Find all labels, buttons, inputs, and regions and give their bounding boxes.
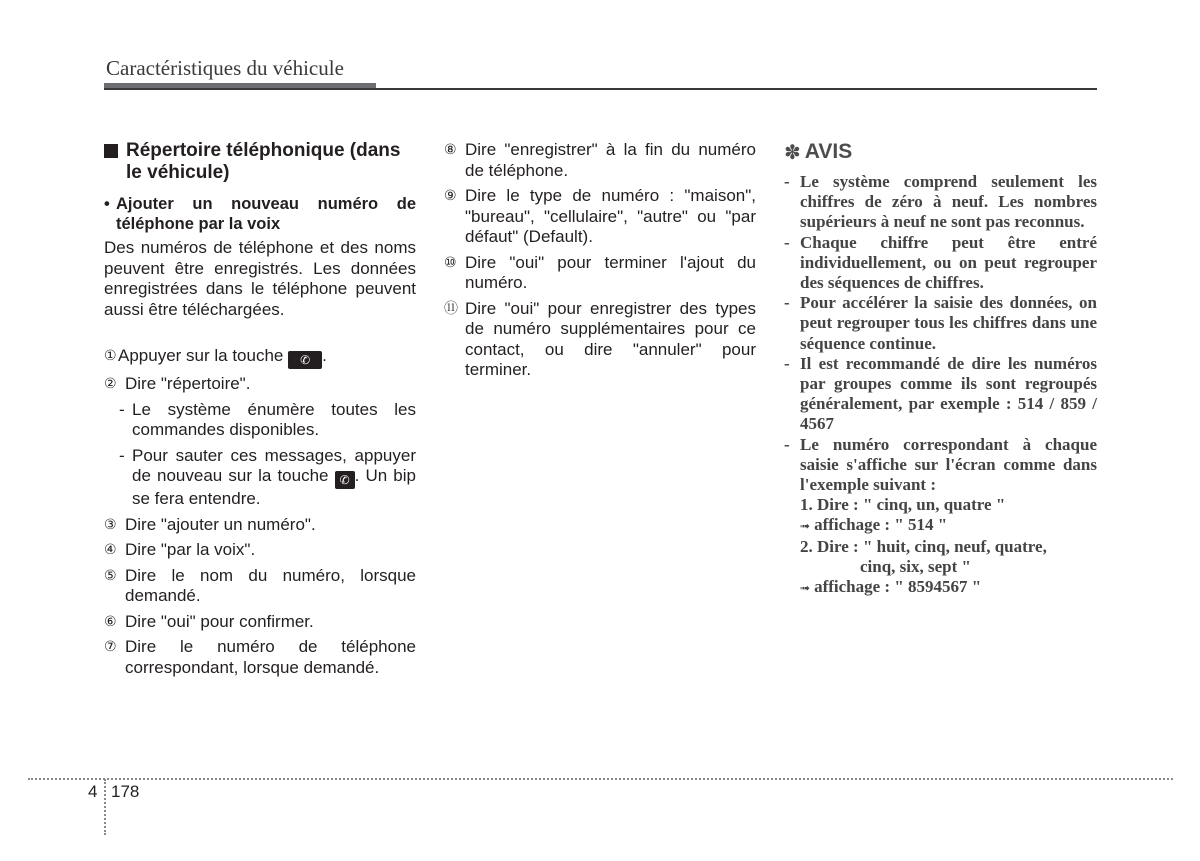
subsection-title xyxy=(104,194,416,234)
step-number: ⑪ xyxy=(444,300,458,317)
step-text: Dire "répertoire". xyxy=(125,374,251,393)
avis-item-text: Le système comprend seulement les chiffres de zéro à neuf. Les nombres supérieurs à neuf ne sont pas reconnus. xyxy=(800,172,1097,232)
avis-item-text: Chaque chiffre peut être entré individuellement, ou on peut regrouper des séquences de chiffres. xyxy=(800,232,1097,293)
square-bullet-icon xyxy=(104,144,118,158)
section-title xyxy=(104,140,416,184)
phone-voice-key-icon: ✆ xyxy=(288,351,322,369)
step-10 xyxy=(444,253,756,294)
step-text: Dire "enregistrer" à la fin du numéro de téléphone. xyxy=(465,140,756,180)
step-number: ⑤ xyxy=(104,567,117,584)
avis-notice xyxy=(784,140,1097,598)
example-2-cont: cinq, six, sept " xyxy=(860,556,971,576)
display-text: affichage : " 8594567 " xyxy=(814,577,982,597)
dash: - xyxy=(784,172,790,191)
step-text: Dire le type de numéro : "maison", "bureau", "cellulaire", "autre" ou "par défaut" (Default). xyxy=(465,186,756,246)
step-11 xyxy=(444,299,756,381)
step-text: Dire "ajouter un numéro". xyxy=(125,514,316,534)
note-text-suffix: . Un bip se fera entendre. xyxy=(132,466,416,508)
intro-paragraph: Des numéros de téléphone et des noms peuvent être enregistrés. Les données enregistrées dans le téléphone peuvent aussi être téléchargées. xyxy=(104,238,416,319)
example-2: 2. Dire : " huit, cinq, neuf, quatre, xyxy=(800,536,1047,556)
note-text: Le système énumère toutes les commandes disponibles. xyxy=(132,399,416,439)
display-text: affichage : " 514 " xyxy=(814,515,948,535)
chapter-number: 4 xyxy=(88,782,98,801)
header-thin-rule xyxy=(104,88,1097,90)
footer-dotted-rule xyxy=(28,778,1173,780)
dash: - xyxy=(784,293,790,313)
step-8 xyxy=(444,140,756,181)
avis-item-text: Il est recommandé de dire les numéros par groupes comme ils sont regroupés généralement, par exemple : 514 / 859 / 4567 xyxy=(800,353,1097,434)
step-number: ⑧ xyxy=(444,142,457,158)
avis-item xyxy=(784,172,1097,233)
avis-item-text: Pour accélérer la saisie des données, on peut regrouper tous les chiffres dans une séquence continue. xyxy=(800,293,1097,353)
example-1: 1. Dire : " cinq, un, quatre " xyxy=(800,495,1006,515)
step-9 xyxy=(444,186,756,248)
subsection-title-text: Ajouter un nouveau numéro de téléphone par la voix xyxy=(116,195,416,233)
step-number: ⑩ xyxy=(444,254,457,271)
step-text: Dire "oui" pour enregistrer des types de numéro supplémentaires pour ce contact, ou dire "annuler" pour terminer. xyxy=(465,298,756,379)
step-3 xyxy=(104,515,416,536)
step-5 xyxy=(104,566,416,607)
avis-title xyxy=(784,140,1097,164)
column-left xyxy=(104,140,416,678)
arrow-icon: ➟ xyxy=(800,581,811,596)
asterisk-icon: ✽ xyxy=(784,140,801,164)
bullet-dot: • xyxy=(104,195,110,213)
dash: - xyxy=(119,445,125,465)
arrow-icon: ➟ xyxy=(800,519,811,534)
section-title-text: Répertoire téléphonique (dans le véhicule) xyxy=(126,140,401,183)
dash: - xyxy=(784,434,790,454)
page-number: 178 xyxy=(111,782,140,801)
step-number: ① xyxy=(104,348,117,364)
step-number: ④ xyxy=(104,542,117,558)
step-text: Dire "par la voix". xyxy=(125,540,256,559)
phone-voice-key-icon: ✆ xyxy=(335,471,355,489)
step-text: Dire "oui" pour confirmer. xyxy=(125,611,314,631)
avis-item xyxy=(784,435,1097,496)
step-text-suffix: . xyxy=(322,346,327,365)
dash: - xyxy=(784,353,790,373)
step-number: ② xyxy=(104,376,117,392)
avis-item xyxy=(784,293,1097,354)
example-1-display xyxy=(784,515,1097,536)
step-7 xyxy=(104,637,416,678)
dash: - xyxy=(784,232,790,252)
step-2 xyxy=(104,374,416,395)
step-text: Dire le numéro de téléphone correspondant, lorsque demandé. xyxy=(125,637,416,677)
step-number: ③ xyxy=(104,516,117,533)
step-number: ⑦ xyxy=(104,639,117,655)
step-6 xyxy=(104,612,416,633)
step-text: Dire "oui" pour terminer l'ajout du numéro. xyxy=(465,252,756,292)
step-2-note-2 xyxy=(104,446,416,510)
step-number: ⑥ xyxy=(104,613,117,630)
footer-dotted-divider xyxy=(104,779,106,835)
avis-item xyxy=(784,354,1097,435)
avis-item-text: Le numéro correspondant à chaque saisie s'affiche sur l'écran comme dans l'exemple suivant : xyxy=(800,434,1097,495)
avis-title-text: AVIS xyxy=(804,140,853,163)
note-text: Pour sauter ces messages, appuyer de nouveau sur la touche xyxy=(132,445,416,485)
step-4 xyxy=(104,540,416,561)
example-2-display xyxy=(784,577,1097,598)
column-middle xyxy=(444,140,756,381)
step-1 xyxy=(104,346,416,369)
step-number: ⑨ xyxy=(444,188,457,204)
step-text: Dire le nom du numéro, lorsque demandé. xyxy=(125,565,416,605)
dash: - xyxy=(119,399,125,419)
avis-item xyxy=(784,233,1097,294)
running-header-title: Caractéristiques du véhicule xyxy=(106,56,344,80)
step-2-note-1 xyxy=(104,400,416,441)
step-text: Appuyer sur la touche xyxy=(118,346,284,365)
